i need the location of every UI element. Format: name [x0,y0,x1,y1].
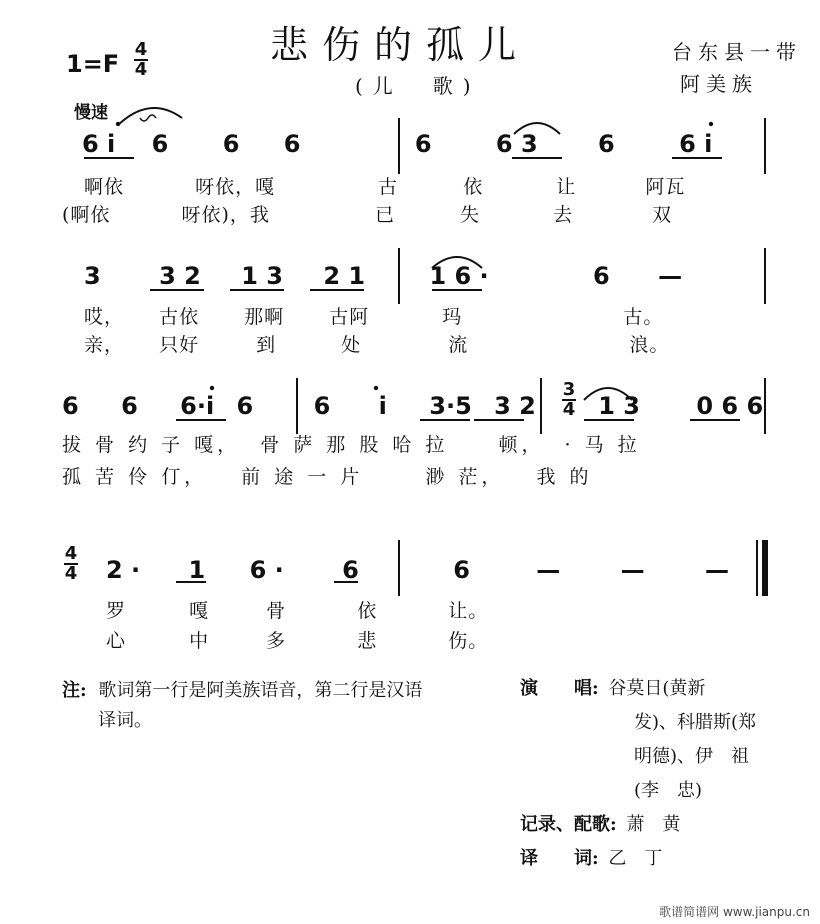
note-group: — [658,262,683,290]
final-barline-thin [756,540,758,596]
lyric: 让 [556,176,577,198]
note-group: 2 1 [323,262,366,290]
lyric: · 马 拉 [564,434,641,456]
lyric: 让。 [448,600,489,622]
system-2-notes [84,262,682,290]
lyric: 渺 茫， [425,466,505,488]
song-subtitle: (儿 歌) [355,74,481,98]
origin-line-1: 台东县一带 [672,40,802,64]
note-group: 3·5 [429,392,472,420]
record-label: 记录、配歌: [520,814,617,835]
note-group: 3 [84,262,101,290]
singer-line-4: (李 忠) [634,780,703,801]
note-group: 6 [593,262,610,290]
lyric: 古阿 [329,306,370,328]
note-group: 6 · [249,556,284,584]
note-group: 1 3 [598,392,641,420]
lyric: 只好 [159,334,200,356]
note-group: 1 3 [241,262,283,290]
note-group: 6 [313,392,331,420]
origin-line-2: 阿美族 [680,72,758,96]
system-3-lyrics-1 [62,430,641,457]
time-signature-numerator: 3 [562,379,576,400]
system-2-lyrics-1 [84,302,663,329]
system-1-lyrics-1 [84,172,685,199]
lyric: 阿瓦 [645,176,686,198]
lyric: 顿， [498,434,545,456]
time-signature-denominator: 4 [134,59,148,80]
footnote-line-2: 译词。 [98,710,152,731]
translate-label: 译 词: [520,848,599,869]
note-group: 1 [188,556,206,584]
note-group: — [704,556,729,584]
note-group: 6 [342,556,359,584]
lyric: 到 [256,334,277,356]
time-signature-change [562,379,576,420]
footnote-label: 注: [62,680,87,701]
record-value: 萧 黄 [626,814,681,835]
lyric: 伤。 [448,630,489,652]
lyric: 中 [189,630,210,652]
system-4-lyrics-1 [106,596,488,623]
time-signature-denominator: 4 [562,399,576,420]
lyric: 双 [652,204,673,226]
footnote-line-1: 歌词第一行是阿美族语音，第二行是汉语 [98,680,423,701]
singer-label: 演 唱: [520,678,599,699]
note-group: 6 [62,392,79,420]
lyric: 悲 [357,630,378,652]
lyric: 前 途 一 片 [241,466,364,488]
time-signature-numerator: 4 [64,543,78,564]
note-group: 3 2 [494,392,536,420]
lyric: 浪。 [629,334,670,356]
note-group: 6 3 [495,130,538,158]
time-signature-denominator: 4 [64,563,78,584]
final-barline-thick [762,540,768,596]
key-signature: 1=F [66,50,120,78]
barline [764,118,766,174]
note-group: 6 [151,130,169,158]
singer-line-2: 发)、科腊斯(郑 [634,712,757,733]
lyric: 古依 [159,306,200,328]
lyric: 啊依 [84,176,125,198]
lyric: 呀依)，我 [181,204,270,226]
lyric: 嘎 [189,600,210,622]
lyric: 流 [448,334,469,356]
footnote [62,676,422,736]
system-4-notes [106,556,729,584]
note-group: i [378,392,387,420]
system-3-notes [62,392,763,420]
note-group: 6 i [679,130,713,158]
lyric: 依 [463,176,484,198]
lyric: 哎， [84,306,125,328]
system-1-lyrics-2 [62,200,672,227]
time-signature-numerator: 4 [134,39,148,60]
note-group: 6 [222,130,240,158]
lyric: 古。 [623,306,664,328]
lyric: 处 [341,334,362,356]
barline [764,378,766,434]
credits [520,672,756,876]
translate-value: 乙 丁 [608,848,663,869]
lyric: 拔 骨 约 子 嘎， [62,434,241,456]
note-group: 6 [236,392,254,420]
lyric: 骨 萨 那 股 哈 拉 [260,434,449,456]
lyric: 骨 [266,600,287,622]
note-group: 6 [283,130,301,158]
lyric: 去 [553,204,574,226]
lyric: 罗 [106,600,127,622]
system-3-lyrics-2 [62,462,592,489]
tempo-marking: 慢速 [74,103,108,123]
lyric: 玛 [442,306,463,328]
lyric: 心 [106,630,127,652]
time-signature-return [64,543,78,584]
lyric: 依 [357,600,378,622]
lyric: 古 [378,176,399,198]
lyric: 已 [374,204,395,226]
note-group: 6 [598,130,615,158]
note-group: 6 i [82,130,116,158]
system-1-notes [82,130,712,158]
lyric: 我 的 [536,466,593,488]
lyric: 那啊 [244,306,285,328]
note-group: 6 [414,130,432,158]
note-group: 6 [453,556,470,584]
lyric: 失 [460,204,481,226]
watermark: 歌谱简谱网 www.jianpu.cn [659,905,810,919]
system-4-lyrics-2 [106,626,488,653]
note-group: — [536,556,561,584]
note-group: 3 2 [159,262,201,290]
lyric: 孤 苦 伶 仃， [62,466,208,488]
note-group: 2 · [106,556,141,584]
note-group: 6·i [180,392,215,420]
note-group: 0 6 6 [696,392,764,420]
lyric: 多 [266,630,287,652]
barline [764,248,766,304]
song-title: 悲伤的孤儿 [270,23,531,67]
note-group: — [620,556,645,584]
singer-line-1: 谷莫日(黄新 [608,678,706,699]
note-group: 6 [121,392,138,420]
lyric: (啊依 [62,204,111,226]
lyric: 呀依，嘎 [195,176,276,198]
note-group: 1 6 · [429,262,489,290]
lyric: 亲， [84,334,125,356]
system-2-lyrics-2 [84,330,669,357]
singer-line-3: 明德)、伊 祖 [634,746,750,767]
